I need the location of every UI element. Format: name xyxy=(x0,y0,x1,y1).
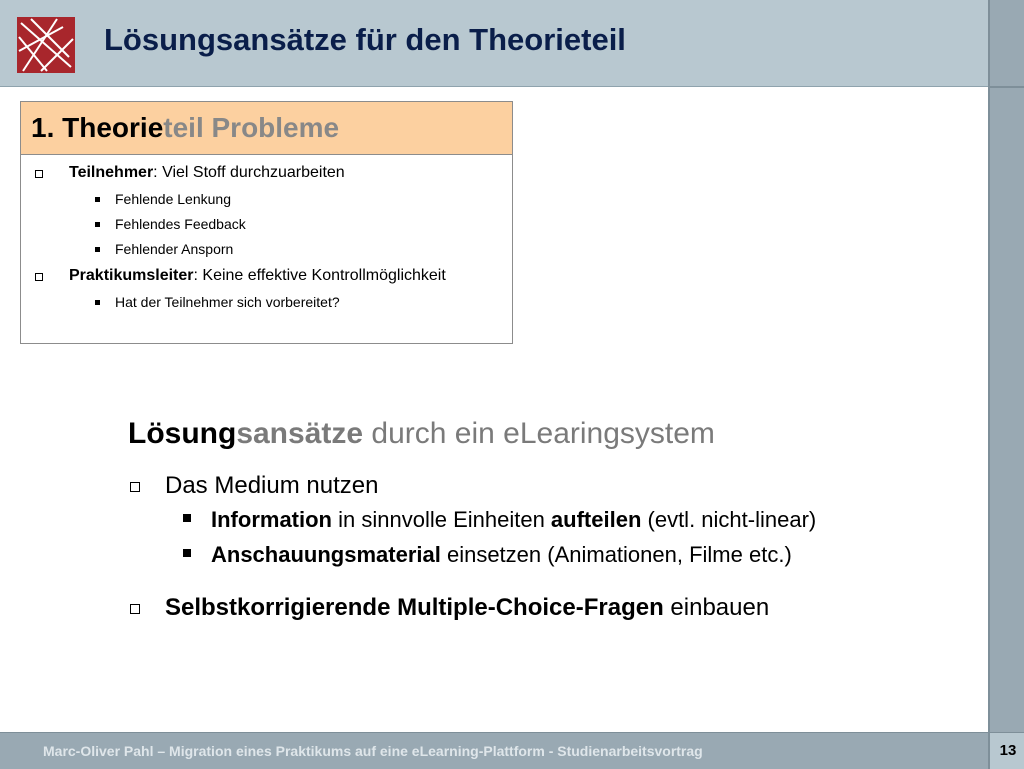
subitem-text: Hat der Teilnehmer sich vorbereitet? xyxy=(115,294,340,310)
subitem-text: Fehlende Lenkung xyxy=(115,191,231,207)
slide-footer xyxy=(0,732,988,769)
page-number: 13 xyxy=(988,732,1024,769)
hollow-square-bullet-icon xyxy=(35,170,43,178)
list-item xyxy=(29,161,504,185)
list-subitem xyxy=(29,237,504,262)
right-sidebar-strip xyxy=(988,0,1024,732)
slide-title: Lösungsansätze für den Theorieteil xyxy=(104,22,626,57)
subitem-bold: Anschauungsmaterial xyxy=(211,542,441,567)
heading-bold-grey: sansätze xyxy=(236,417,364,450)
item-bold: Teilnehmer xyxy=(69,164,154,181)
item-text: Das Medium nutzen xyxy=(165,472,379,499)
subitem-text: einsetzen (Animationen, Filme etc.) xyxy=(440,542,792,567)
subitem-text: Fehlendes Feedback xyxy=(115,216,246,232)
solutions-section xyxy=(128,412,978,624)
subitem-bold: aufteilen xyxy=(550,507,642,532)
heading-bold: Lösung xyxy=(128,417,237,450)
box-heading-grey: teil Probleme xyxy=(163,112,340,143)
problems-box-heading xyxy=(21,102,512,155)
list-item xyxy=(29,264,504,288)
network-lines-logo-icon xyxy=(17,17,75,73)
solutions-heading xyxy=(128,412,978,456)
footer-text: Marc-Oliver Pahl – Migration eines Praktikums auf eine eLearning-Plattform - Studienarbeitsvortrag xyxy=(43,743,703,759)
subitem-text: (evtl. nicht-linear) xyxy=(641,507,817,532)
list-item xyxy=(128,470,978,502)
list-subitem xyxy=(128,502,978,537)
item-text: einbauen xyxy=(663,594,770,621)
subitem-bold: Information xyxy=(211,507,332,532)
list-subitem xyxy=(29,187,504,212)
item-bold: Selbstkorrigierende Multiple-Choice-Fragen xyxy=(165,594,664,621)
list-subitem xyxy=(29,212,504,237)
item-text: : Viel Stoff durchzuarbeiten xyxy=(153,164,345,181)
filled-square-bullet-icon xyxy=(183,514,191,522)
problems-box xyxy=(20,101,513,344)
filled-square-bullet-icon xyxy=(95,197,100,202)
slide-header xyxy=(0,0,988,87)
item-bold: Praktikumsleiter xyxy=(69,267,194,284)
hollow-square-bullet-icon xyxy=(35,273,43,281)
box-heading-dark: 1. Theorie xyxy=(31,112,164,143)
filled-square-bullet-icon xyxy=(95,300,100,305)
strip-divider xyxy=(990,86,1024,88)
hollow-square-bullet-icon xyxy=(130,604,140,614)
subitem-text: Fehlender Ansporn xyxy=(115,241,234,257)
filled-square-bullet-icon xyxy=(95,247,100,252)
list-item xyxy=(128,592,978,624)
filled-square-bullet-icon xyxy=(95,222,100,227)
filled-square-bullet-icon xyxy=(183,549,191,557)
hollow-square-bullet-icon xyxy=(130,482,140,492)
subitem-text: in sinnvolle Einheiten xyxy=(332,507,551,532)
problems-box-body xyxy=(21,155,512,315)
list-subitem xyxy=(29,290,504,315)
heading-grey: durch ein eLearingsystem xyxy=(363,417,715,450)
list-subitem xyxy=(128,537,978,572)
item-text: : Keine effektive Kontrollmöglichkeit xyxy=(193,267,446,284)
